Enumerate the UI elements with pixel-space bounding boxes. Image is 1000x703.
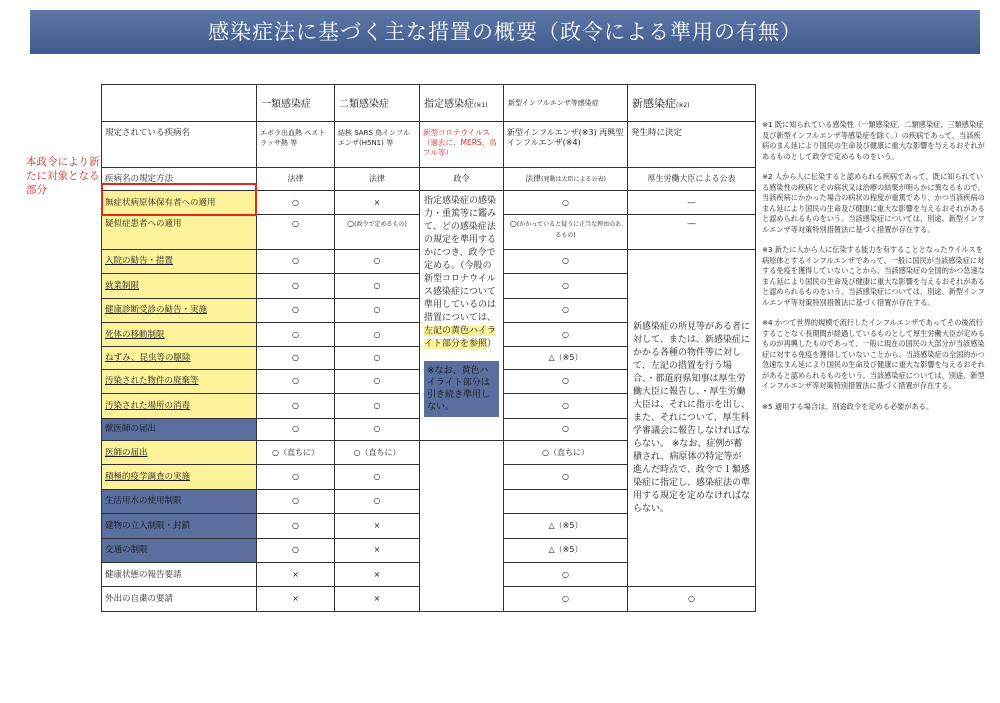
measure-new-flu [504, 215, 628, 250]
header-row [102, 85, 756, 122]
designated-description [420, 190, 504, 440]
measure-class1: ○（直ちに） [257, 440, 335, 464]
measure-new-infectious: ○ [628, 587, 756, 612]
measure-class2: × [335, 587, 420, 612]
measure-label: 積極的疫学調査の実施 [102, 465, 257, 489]
measure-label: 汚染された場所の消毒 [102, 394, 257, 418]
measure-class1: ○ [257, 465, 335, 489]
measure-label: ねずみ、昆虫等の駆除 [102, 347, 257, 369]
footnote-2: ※2 人から人に伝染すると認められる疾病であって、既に知られている感染性の疾病とその病状又は治療の結果が明らかに異なるもので、当該疾病にかかった場合の病状の程度が重篤であり、かつ当該疾病のまん延により国民の生命及び健康に重大な影響を与えるおそれがあると認められるものをいう。当該感染症については、別途、新型インフルエンザ等対策特別措置法に基づく措置が存在する。 [762, 172, 985, 234]
designated-empty [420, 440, 504, 611]
measure-class1: ○ [257, 538, 335, 562]
measure-label: 外出の自粛の要請 [102, 587, 257, 612]
diseases-new-flu: 新型インフルエンザ(※3) 再興型インフルエンザ(※4) [504, 121, 628, 168]
measure-class1: ○ [257, 190, 335, 214]
measure-new-flu [504, 489, 628, 513]
footnotes [762, 120, 987, 422]
measure-label: 建物の立入制限・封鎖 [102, 514, 257, 538]
measure-class2: × [335, 190, 420, 214]
diseases-designated: 新型コロナウイルス（過去に、MERS、鳥フル等） [420, 121, 504, 168]
measure-class2: ○ [335, 418, 420, 440]
measure-new-flu: ○（直ちに） [504, 440, 628, 464]
diseases-new-infectious: 発生時に決定 [628, 121, 756, 168]
header-empty [102, 85, 257, 122]
measure-new-infectious: ― [628, 190, 756, 214]
measure-class2: ○ [335, 347, 420, 369]
header-designated [420, 85, 504, 122]
measure-new-flu-value: ○ [509, 219, 517, 229]
measure-label: 健康診断受診の勧告・実施 [102, 298, 257, 322]
measure-label: 獣医師の届出 [102, 418, 257, 440]
measure-new-infectious: ― [628, 215, 756, 250]
measure-class1: ○ [257, 369, 335, 393]
measure-label: 入院の勧告・措置 [102, 249, 257, 273]
measure-new-flu: ○ [504, 394, 628, 418]
measure-class2: ○ [335, 394, 420, 418]
header-class1: 一類感染症 [257, 85, 335, 122]
measure-label: 医師の届出 [102, 440, 257, 464]
measure-label: 就業制限 [102, 274, 257, 298]
measure-class1: ○ [257, 274, 335, 298]
method-class1: 法律 [257, 168, 335, 190]
measure-new-flu: ○ [504, 587, 628, 612]
method-new-flu [504, 168, 628, 190]
measure-class1: ○ [257, 323, 335, 347]
designated-note: ※なお、黄色ハイライト部分は引き続き準用しない。 [424, 361, 499, 417]
measure-class2-value: ○ [347, 219, 355, 229]
measure-class1: ○ [257, 489, 335, 513]
measure-new-flu: ○ [504, 249, 628, 273]
measure-label: 無症状病原体保有者への適用 [102, 190, 257, 214]
measure-class2: ○（直ちに） [335, 440, 420, 464]
diseases-label: 規定されている疾病名 [102, 121, 257, 168]
measure-new-flu: ○ [504, 465, 628, 489]
method-label: 疾病名の規定方法 [102, 168, 257, 190]
diseases-row [102, 121, 756, 168]
measures-table [101, 84, 756, 612]
measures-table-container [101, 84, 755, 612]
header-new-infectious-label: 新感染症 [632, 96, 676, 110]
header-new-flu: 新型インフルエンザ等感染症 [504, 85, 628, 122]
footnote-3: ※3 新たに人から人に伝染する能力を有することとなったウイルスを病原体とするインフルエンザであって、一般に国民が当該感染症に対する免疫を獲得していないことから、当該感染症の全国的かつ急速なまん延により国民の生命及び健康に重大な影響を与えるおそれがあると認められるものをいう。当該感染症については、別途、新型インフルエンザ等対策特別措置法に基づく措置が存在する。 [762, 245, 985, 307]
method-class2: 法律 [335, 168, 420, 190]
measure-class2: × [335, 563, 420, 587]
measure-class2 [335, 215, 420, 250]
measure-class2-note: (政令で定めるもの) [354, 221, 407, 229]
footnote-1: ※1 既に知られている感染性（一類感染症、二類感染症、三類感染症及び新型インフルエンザ等感染症を除く。）の疾病であって、当該疾病のまん延により国民の生命及び健康に重大な影響を与えるおそれがあるものとして政令で定めるものをいう。 [762, 120, 985, 161]
designated-highlight: 左記の黄色ハイライト部分を参照 [424, 325, 497, 349]
measure-new-flu: ○ [504, 298, 628, 322]
measure-label: 交通の制限 [102, 538, 257, 562]
measure-label: 健康状態の報告要請 [102, 563, 257, 587]
measure-new-flu: ○ [504, 418, 628, 440]
measure-class2: × [335, 514, 420, 538]
measure-new-flu: ○ [504, 563, 628, 587]
diseases-class1: エボラ出血熱 ペスト ラッサ熱 等 [257, 121, 335, 168]
measure-label: 生活用水の使用制限 [102, 489, 257, 513]
method-designated: 政令 [420, 168, 504, 190]
header-designated-note: (※1) [474, 102, 488, 110]
measure-class2: ○ [335, 323, 420, 347]
measure-class2: ○ [335, 489, 420, 513]
method-new-flu-label: 法律 [525, 173, 542, 183]
diseases-class2: 結核 SARS 鳥インフルエンザ(H5N1) 等 [335, 121, 420, 168]
highlight-frame [101, 183, 257, 216]
measure-class1: ○ [257, 347, 335, 369]
measure-class2: × [335, 538, 420, 562]
method-new-infectious: 厚生労働大臣による公表 [628, 168, 756, 190]
measure-new-flu-note: (かかっていると疑うに正当な理由のあるもの) [516, 221, 622, 240]
measure-class1: ○ [257, 418, 335, 440]
measure-class2: ○ [335, 369, 420, 393]
measure-class1: ○ [257, 298, 335, 322]
header-designated-label: 指定感染症 [424, 99, 474, 111]
header-class2: 二類感染症 [335, 85, 420, 122]
measure-label: 死体の移動制限 [102, 323, 257, 347]
side-label: 本政令により新たに対象となる部分 [26, 156, 100, 196]
measure-new-flu: ○ [504, 323, 628, 347]
header-new-infectious [628, 85, 756, 122]
measure-new-flu: ○ [504, 369, 628, 393]
footnote-4: ※4 かつて世界的規模で流行したインフルエンザであってその後流行することなく長期間が経過しているものとして厚生労働大臣が定めるものが再興したものであって、一般に現在の国民の大部分が当該感染症に対する免疫を獲得していないことから、当該感染症の全国的かつ急速なまん延により国民の生命及び健康に重大な影響を与えるおそれがあると認められるものをいう。当該感染症については、別途、新型インフルエンザ等対策特別措置法に基づく措置が存在する。 [762, 318, 985, 390]
measure-new-flu: ○ [504, 190, 628, 214]
header-new-infectious-note: (※2) [676, 101, 690, 109]
measure-class2: ○ [335, 465, 420, 489]
measure-class2: ○ [335, 298, 420, 322]
method-new-flu-note: (発動は大臣による公表) [541, 175, 606, 183]
page-title: 感染症法に基づく主な措置の概要（政令による準用の有無） [30, 10, 980, 54]
measure-class1: × [257, 587, 335, 612]
measure-new-flu: △（※5） [504, 538, 628, 562]
designated-text: 指定感染症の感染力・重篤等に鑑みて、どの感染症法の規定を準用するかにつき、政令で定める。（今般の新型コロナウイルス感染症について準用しているのは措置については、 [424, 195, 497, 323]
designated-close: ） [487, 338, 497, 349]
measure-label: 疑似症患者への適用 [102, 215, 257, 250]
footnote-5: ※5 適用する場合は、別途政令を定める必要がある。 [762, 401, 934, 411]
measure-class1: × [257, 563, 335, 587]
measure-new-flu: △（※5） [504, 514, 628, 538]
measure-class1: ○ [257, 249, 335, 273]
measure-class2: ○ [335, 249, 420, 273]
measure-class1: ○ [257, 394, 335, 418]
new-infectious-description: 新感染症の所見等がある者に対して、または、新感染症にかかる各種の物件等に対して、左記の措置を行う場合、・都道府県知事は厚生労働大臣に報告し、・厚生労働大臣は、それに指示を出し、また、それについて、厚生科学審議会に報告しなければならない。 ※なお、症例が蓄積され、病原体の特定等が進んだ時点で、政令で１類感染症に指定し、感染症法の準用する規定を定めなければならない。 [628, 249, 756, 587]
measure-class1: ○ [257, 215, 335, 250]
measure-new-flu: ○ [504, 274, 628, 298]
measure-new-flu: △（※5） [504, 347, 628, 369]
measure-class2: ○ [335, 274, 420, 298]
measure-class1: ○ [257, 514, 335, 538]
measure-label: 汚染された物件の廃棄等 [102, 369, 257, 393]
